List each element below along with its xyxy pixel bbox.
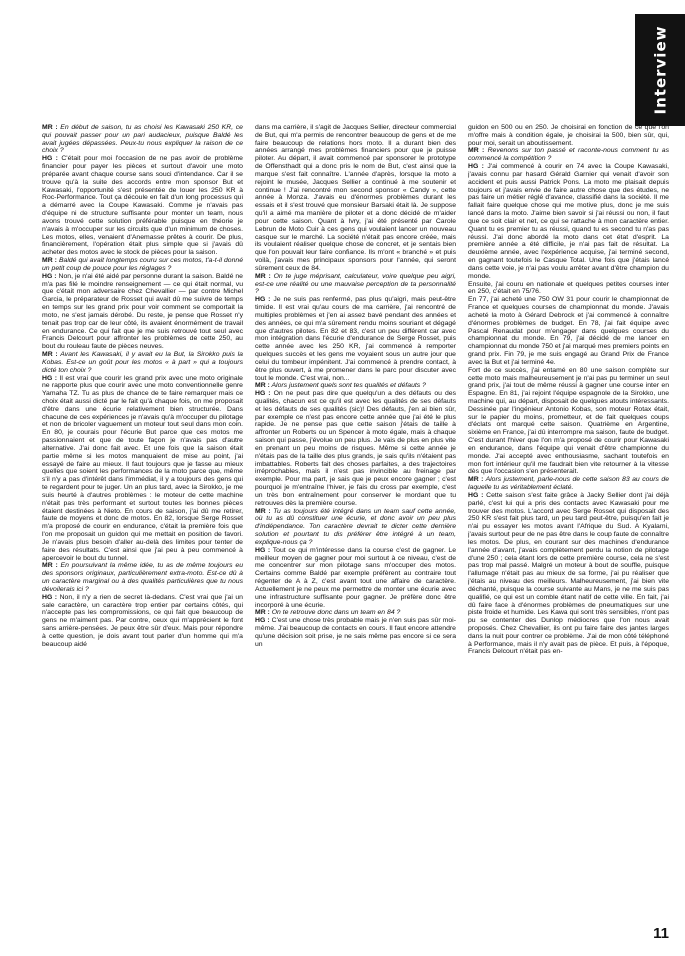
paragraph-text: On ne peut pas dire que quelqu'un a des défauts ou des qualités, chacun est ce qu'il est avec les qualités de ses défauts et les défauts de ses qualités (sic)! Des défauts, j'en ai bien sûr, par exemple ce n'est pas encore cette année que j'ai été le plus rapide. Je ne pense pas que cette saison j'étais de taille à affronter un Roberts ou un Spencer à moto égale, mais à chaque saison qui passe, j'évolue un peu plus. Je vais de plus en plus vite en prenant un peu moins de risques. Même si cette année je n'étais pas de la taille des plus grands, je sais qu'ils n'étaient pas imbattables. Roberts fait des choses parfaites, a des trajectoires irréprochables, mais il n'est pas invincible au freinage par exemple. Pour ma part, je sais que je peux encore gagner ; c'est pourquoi je m'entraîne l'hiver, je fais du cross par exemple, c'est un très bon entraînement pour conserver le mordant que tu retrouves dès la première course. — [255, 390, 456, 507]
answer-paragraph — [255, 617, 456, 648]
answer-paragraph — [42, 273, 243, 351]
answer-paragraph — [468, 367, 669, 477]
text-column-1 — [42, 124, 243, 932]
speaker-tag: MR : — [255, 507, 271, 515]
speaker-tag: MR : — [255, 272, 271, 280]
speaker-tag: HG : — [468, 491, 484, 499]
speaker-tag: HG : — [255, 296, 271, 304]
answer-paragraph — [468, 296, 669, 366]
paragraph-text: Tu as toujours été intégré dans un team sauf cette année, où tu as dû constituer une écurie, et donc avoir un peu plus d'indépendance. Ton caractère devrait te dicter cette dernière solution et pourtant tu dis préférer être intégré à un team, explique-nous ça ? — [255, 507, 456, 546]
answer-paragraph — [255, 390, 456, 507]
paragraph-text: Alors justement quels sont tes qualités et défauts ? — [271, 382, 426, 390]
paragraph-text: Il est vrai que courir les grand prix avec une moto originale ne rapporte plus que courir avec une moto conventionnelle genre Yamaha TZ. Tu as plus de chance de te faire remarquer mais ce choix était aussi dicté par le fait qu'à chaque fois, on me proposait d'être dans une écurie relativement bien structurée. Dans chacune de ces expériences je n'avais qu'à m'occuper du pilotage et non de bricoler vaguement un moteur tout seul dans mon coin. En 80, je courais pour l'écurie But parce que ces motos me passionnaient et que de toute façon je n'avais pas d'autre alternative. J'ai donc fait avec. Et une fois que la saison était partie même si les motos manquaient de mise au point, j'ai essayé de faire au mieux. Il faut toujours que je fasse au mieux quelles que soient les performances de la moto parce que, même s'il n'y a pas d'intérêt dans l'immédiat, il y a toujours des gens qui te regardent pour te juger. Un an plus tard, avec la Sirokko, je me suis heurté à d'autres problèmes : le moteur de cette machine n'était pas très performant et surtout toutes les bonnes pièces étaient destinées à Nieto. En cours de saison, j'ai dû me retirer, faute de moyens et donc de motos. En 82, lorsque Serge Rosset m'a proposé de courir en endurance, c'était la première fois que l'on me proposait un guidon qui me mettait en position de favori. Je n'avais plus besoin d'aller au-delà des limites pour tenter de faire des résultats. C'est ainsi que j'ai peu à peu commencé à apercevoir le bout du tunnel. — [42, 374, 243, 562]
answer-paragraph — [468, 281, 669, 297]
question-paragraph — [255, 382, 456, 390]
question-paragraph — [42, 562, 243, 593]
interview-section-tab — [635, 14, 685, 126]
paragraph-text: En début de saison, tu as choisi les Kawasaki 250 KR, ce qui pouvait passer pour un pari audacieux, puisque Baldé les avait jugées dépassées. Peux-tu nous expliquer la raison de ce choix ? — [42, 124, 243, 155]
question-paragraph — [255, 273, 456, 296]
section-tab-label: Interview — [651, 25, 670, 115]
speaker-tag: HG : — [255, 390, 271, 398]
paragraph-text: Fort de ce succès, j'ai entamé en 80 une saison complète sur cette moto mais malheureusement je n'ai pas pu terminer un seul grand prix, j'ai tout de même réussi à gagner une course inter en Espagne. En 81, j'ai rejoint l'équipe espagnole de la Sirokko, une machine qui, au départ, disposait de quelques atouts intéressants. Dessinée par l'ingénieur Antonio Kobas, son moteur Rotax était, sur le papier du moins, prometteur, et de fait quelques coups d'éclats ont marqué cette saison. Quatrième en Argentine, sixième en France, j'ai dû interrompre ma saison, faute de budget. C'est durant l'hiver que l'on m'a proposé de courir pour Kawasaki en endurance, dans l'équipe qui venait d'être championne du monde. J'ai accepté avec enthousiasme, sachant toutefois en mon fort intérieur qu'il me faudrait bien vite retourner à la vitesse dès que l'occasion s'en présenterait. — [468, 366, 669, 476]
speaker-tag: HG : — [468, 163, 484, 171]
speaker-tag: MR : — [42, 351, 58, 359]
speaker-tag: HG : — [255, 617, 270, 625]
speaker-tag: MR : — [42, 562, 58, 570]
answer-paragraph — [42, 375, 243, 563]
speaker-tag: MR : — [42, 124, 58, 131]
question-paragraph — [42, 351, 243, 374]
paragraph-text: Cette saison s'est faite grâce à Jacky Sellier dont j'ai déjà parlé, c'est lui qui a pris des contacts avec Kawasaki pour me trouver des motos. L'accord avec Serge Rosset qui disposait des 250 KR s'est fait plus tard, un peu tard peut-être, puisqu'en fait je n'ai pu essayer les motos avant l'Afrique du Sud. A Kyalami, j'avais surtout peur de ne pas être dans le coup faute de connaître les motos. De plus, en courant sur des machines d'endurance l'année d'avant, j'avais complètement perdu la notion de pilotage d'une 250 ; cela étant lors de cette première course, cela ne s'est pas trop mal passé. Malgré un moteur à bout de souffle, puisque l'allumage n'était pas au mieux de sa forme, j'ai pu réaliser que j'étais au niveau des meilleurs. Malheureusement, j'ai bien vite déchanté, puisque la course suivante au Mans, je ne me suis pas qualifié, ce qui est un comble étant natif de cette ville. En fait, j'ai dû faire face à d'énormes problèmes de pneumatiques sur une piste froide et humide. Les Kawa qui sont très sensibles, n'ont pas pu se contenter des Dunlop médiocres que l'on nous avait proposés. Chez Chevallier, ils ont pu faire faire des jantes larges dans la nuit pour contrer ce problème. J'ai de mon côté téléphoné à Performance, mais il n'y avait pas de pièce. Et puis, à l'époque, Francis Delcourt n'était pas en- — [468, 491, 669, 656]
question-paragraph — [468, 476, 669, 492]
paragraph-text: Avant les Kawasaki, il y avait eu la But, la Sirokko puis la Kobas. Est-ce un goût pour les motos « à part » qui a toujours dicté ton choix ? — [42, 351, 243, 374]
paragraph-text: Non, il n'y a rien de secret là-dedans. C'est vrai que j'ai un sale caractère, un caractère trop entier par certains côtés, qui n'accepte pas les compromissions, ce qui fait que beaucoup de gens ne m'aiment pas. Par contre, ceux qui m'apprécient le font sans arrière-pensées. Je peux être sûr d'eux. Mais pour répondre à cette question, je dois avant tout parler d'un homme qui m'a beaucoup aidé — [42, 593, 243, 648]
paragraph-text: dans ma carrière, il s'agit de Jacques Sellier, directeur commercial de But, qui m'a permis de rencontrer beaucoup de gens et de me faire beaucoup de relations hors moto. Il a durant bien des années arrangé mes problèmes financiers pour que je puisse piloter. Au départ, il avait commencé par sponsorer le prototype de Offensthadt qui a donc pris le nom de But, c'est ainsi que la marque s'est fait connaître. L'année d'après, lorsque la moto a rejoint le musée, Jacques Sellier a continué à me soutenir et continue ! J'ai rencontré mon second sponsor « Candy », cette année à Monza. J'avais eu d'énormes problèmes durant les essais et il s'est trouvé que monsieur Barsaki était là. Je suppose qu'il a aimé ma manière de piloter et a donc décidé de m'aider pour cette saison. Quant à Ivry, j'ai été présenté par Carole Lebrun de Moto Cuir à ces gens qui voulaient lancer un nouveau casque sur le marché. La société n'était pas encore créée, mais ils voulaient réaliser quelque chose de concret, et je sentais bien que l'on pouvait leur faire confiance. Ils m'ont « branché » et puis voilà, j'avais mes principaux sponsors pour l'année, qui seront sûrement ceux de 84. — [255, 124, 456, 272]
speaker-tag: MR : — [255, 609, 270, 617]
paragraph-text: C'était pour moi l'occasion de ne pas avoir de problème financier pour payer les pièces et surtout d'avoir une moto préparée avant chaque course sans souci d'intendance. Car il se trouve qu'à la suite des accords entre mon sponsor But et Kawasaki, l'opportunité s'est présentée de louer les 250 KR à Roc-Performance. Tout ça découle en fait d'un long processus qui a démarré avec la Coupe Kawasaki. Comme je n'avais pas d'équipe ni de structure suffisante pour monter un team, nous avons trouvé cette solution préférable puisque en théorie je n'avais à m'occuper sur les circuits que d'un minimum de choses. Les motos, elles, venaient d'Anemasse prêtes à courir. De plus, financièrement, l'opération était plus simple que si j'avais dû acheter des motos avec le stock de pièces pour la saison. — [42, 155, 243, 257]
answer-paragraph — [255, 296, 456, 382]
speaker-tag: HG : — [42, 272, 57, 280]
paragraph-text: Tout ce qui m'intéresse dans la course c'est de gagner. Le meilleur moyen de gagner pour moi surtout à ce niveau, c'est de me concentrer sur mon pilotage sans m'occuper des motos. Certains comme Baldé par exemple préfèrent au contraire tout régenter de A à Z, c'est avant tout une affaire de caractère. Actuellement je ne peux me permettre de monter une écurie avec une infrastructure suffisante pour gagner. Je préfère donc être incorporé à une écurie. — [255, 546, 456, 609]
answer-paragraph — [42, 594, 243, 649]
paragraph-text: Revenons sur ton passé et raconte-nous comment tu as commencé la compétition ? — [468, 147, 669, 163]
page-number: 11 — [653, 925, 669, 942]
paragraph-text: Je ne suis pas renfermé, pas plus qu'aigri, mais peut-être timide. Il est vrai qu'au cours de ma carrière, j'ai rencontré de multiples problèmes et j'en ai assez bavé pendant des années et des années, ce qui m'a sûrement rendu moins souriant et dégagé que d'autres pilotes. En 82 et 83, c'est un peu différent car avec mon intégration dans l'écurie d'endurance de Serge Rosset, puis cette année avec les 250 KR, j'ai commencé à remporter quelques succès et les gens me voyaient sous un autre jour que celui du tombeur impénitent. J'ai commencé à prendre contact, à être plus ouvert, à me promener dans le parc pour discuter avec tout le monde. C'est vrai, non... — [255, 296, 456, 382]
paragraph-text: guidon en 500 ou en 250. Je choisirai en fonction de ce que l'on m'offre mais à condition égale, je choisirai la 500, bien sûr, qui, pour moi, serait un aboutissement. — [468, 124, 669, 147]
paragraph-text: On te juge méprisant, calculateur, voire quelque peu aigri, est-ce une réalité ou une mauvaise perception de ta personnalité ? — [255, 272, 456, 296]
question-paragraph — [255, 609, 456, 617]
speaker-tag: HG : — [42, 155, 58, 163]
answer-paragraph — [468, 124, 669, 147]
paragraph-text: C'est une chose très probable mais je n'en suis pas sûr moi-même. J'ai beaucoup de contacts en cours. Il faut encore attendre qu'une décision soit prise, je ne sais même pas encore si ce sera un — [255, 617, 456, 648]
speaker-tag: MR : — [42, 257, 57, 265]
article-body — [42, 124, 670, 932]
speaker-tag: HG : — [255, 546, 271, 554]
paragraph-text: On te retrouve donc dans un team en 84 ? — [271, 609, 401, 617]
speaker-tag: MR : — [255, 382, 270, 390]
answer-paragraph — [255, 124, 456, 273]
paragraph-text: En poursuivant la même idée, tu as de même toujours eu des sponsors originaux, particulièrement extra-moto. Est-ce dû à un caractère marginal ou à des qualités particulières que tu nous dévoilerais ici ? — [42, 562, 243, 593]
paragraph-text: Baldé qui avait longtemps couru sur ces motos, t'a-t-il donné un petit coup de pouce pour les réglages ? — [42, 257, 243, 272]
answer-paragraph — [468, 163, 669, 280]
text-column-2 — [255, 124, 456, 932]
paragraph-text: Alors justement, parle-nous de cette saison 83 au cours de laquelle tu as véritablement éclaté. — [468, 476, 669, 492]
answer-paragraph — [255, 547, 456, 610]
question-paragraph — [255, 508, 456, 547]
question-paragraph — [468, 147, 669, 163]
speaker-tag: HG : — [42, 593, 58, 601]
answer-paragraph — [42, 155, 243, 257]
question-paragraph — [42, 257, 243, 273]
question-paragraph — [42, 124, 243, 155]
speaker-tag: MR : — [468, 147, 485, 155]
answer-paragraph — [468, 492, 669, 656]
speaker-tag: HG : — [42, 374, 58, 382]
paragraph-text: En 77, j'ai acheté une 750 OW 31 pour courir le championnat de France et quelques courses de championnat du monde. J'avais acheté la moto à Gérard Debrock et j'ai commencé à connaître d'énormes problèmes de budget. En 78, j'ai fait équipe avec Pascal Renaudat pour m'engager dans quelques courses du championnat du monde. En 79, j'ai décidé de me lancer en championnat du monde 750 et j'ai marqué mes premiers points en grand prix. Fin 79, je me suis engagé au Grand Prix de France avec la But et j'ai terminé 4e. — [468, 296, 669, 366]
text-column-3 — [468, 124, 669, 932]
paragraph-text: Ensuite, j'ai couru en nationale et quelques petites courses inter en 250, c'était en 75/76. — [468, 280, 669, 296]
paragraph-text: J'ai commencé à courir en 74 avec la Coupe Kawasaki, j'avais connu par hasard Gérald Garnier qui venait d'avoir son accident et puis aussi Patrick Pons. La moto me plaisait depuis toujours et j'avais envie de faire autre chose que des études, ne pas faire un métier réglé d'avance, classifié dans la société. Il me fallait faire quelque chose qui me motive plus, donc je me suis lancé dans la moto. J'aime bien savoir si j'ai réussi ou non, il faut que ce soit clair et net, ce qui se rattache à mon caractère entier. Quant tu es premier tu as réussi, quand tu es second tu n'as pas réussi. J'ai donc abordé la moto dans cet état d'esprit. La première année a été difficile, je n'ai pas fait de résultat. La deuxième année, avec l'expérience acquise, j'ai terminé second, en gagnant toutefois le Casque Total. Une fois que j'étais lancé dans cette voie, je n'ai pas voulu arrêter avant d'être champion du monde. — [468, 163, 669, 280]
speaker-tag: MR : — [468, 476, 484, 484]
paragraph-text: Non, je n'ai été aidé par personne durant la saison. Baldé ne m'a pas filé le moindre renseignement — ce qui était normal, vu que c'était mon adversaire chez Chevallier — par contre Michel Garcia, le préparateur de Rosset qui avait dû me suivre de temps en temps sur les grand prix pour voir comment se comportait la moto, ne s'est jamais dérobé. Du reste, je pense que Rosset n'y tenait pas trop car de leur côté, ils avaient énormément de travail en endurance. Ce qui fait que je me suis retrouvé tout seul avec Francis Delcourt pour affronter les problèmes de cette 250, au bout du rouleau faute de pièces neuves. — [42, 272, 243, 351]
